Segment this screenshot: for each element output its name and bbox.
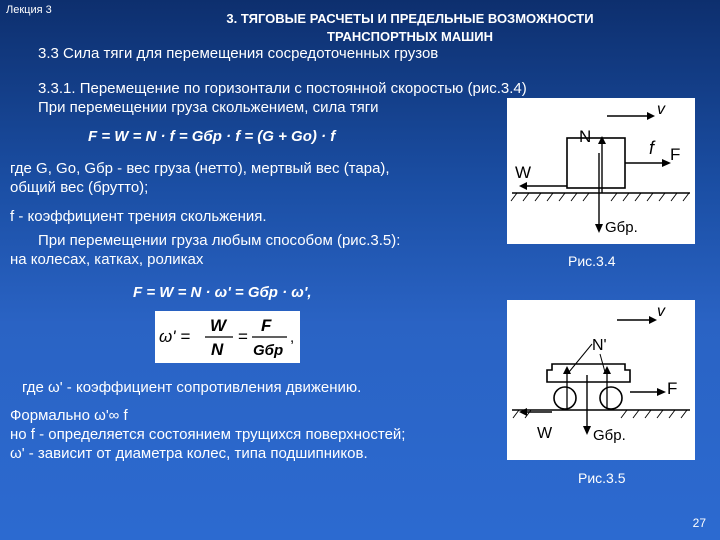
formula-omega-image [155, 311, 300, 363]
slide-title [150, 10, 670, 46]
formula-frac1-num: W [210, 316, 227, 335]
fig35-label-n: N' [592, 337, 607, 354]
formula-lhs: ω' = [159, 327, 191, 346]
fig35-normal-left-head [563, 366, 571, 374]
paragraph-4: f - коэффициент трения скольжения. [10, 208, 267, 225]
formula-resistance: F = W = N · ω' = Gбр · ω', [133, 284, 312, 301]
fig35-label-w: W [537, 425, 553, 442]
velocity-arrow-head [647, 112, 655, 120]
formula-comma: , [290, 329, 295, 346]
title-line-1: 3. ТЯГОВЫЕ РАСЧЕТЫ И ПРЕДЕЛЬНЫЕ ВОЗМОЖНОСТИ [226, 11, 594, 26]
fig35-leader-right [600, 354, 605, 372]
figure-3-4-drawing [507, 98, 695, 244]
fig34-label-v: v [657, 101, 665, 118]
fig35-label-f: F [667, 379, 678, 398]
fig34-label-w: W [515, 163, 532, 182]
page-number: 27 [692, 516, 706, 530]
formula-frac2-num: F [261, 316, 272, 335]
fig35-resistance-head [519, 408, 527, 416]
paragraph-3b: общий вес (брутто); [10, 179, 149, 196]
fig35-label-v: v [657, 303, 665, 320]
figure-3-4-caption: Рис.3.4 [568, 253, 616, 269]
title-line-2: ТРАНСПОРТНЫХ МАШИН [327, 29, 493, 44]
paragraph-9: ω' - зависит от диаметра колес, типа подшипников. [10, 445, 368, 462]
cart-body [547, 364, 630, 382]
normal-force-head [598, 136, 606, 144]
figure-3-5-caption: Рис.3.5 [578, 470, 626, 486]
gravity-head [595, 224, 603, 233]
paragraph-1: 3.3.1. Перемещение по горизонтали с постоянной скоростью (рис.3.4) [38, 80, 527, 97]
fig35-velocity-head [649, 316, 657, 324]
formula-frac2-den: Gбр [253, 342, 284, 359]
resistance-head [519, 182, 527, 190]
paragraph-8: но f - определяется состоянием трущихся поверхностей; [10, 426, 406, 443]
fig35-pull-head [657, 388, 666, 396]
figure-3-4 [507, 98, 695, 244]
ground-hatching [511, 193, 689, 201]
figure-3-5-drawing [507, 300, 695, 460]
paragraph-7: Формально ω'∞ f [10, 407, 128, 424]
fig34-label-f-force: F [670, 145, 681, 164]
wheel-left [554, 387, 576, 409]
paragraph-6: где ω' - коэффициент сопротивления движению. [22, 379, 362, 396]
fig35-leader-left [569, 344, 592, 372]
paragraph-5b: на колесах, катках, роликах [10, 251, 204, 268]
fig34-label-f: f [649, 138, 655, 158]
fig35-label-g: Gбр. [593, 427, 626, 444]
fig35-gravity-head [583, 426, 591, 435]
paragraph-3a: где G, Gо, Gбр - вес груза (нетто), мертвый вес (тара), [10, 160, 390, 177]
wheel-right [600, 387, 622, 409]
fig34-label-g: Gбр. [605, 219, 638, 236]
lecture-label: Лекция 3 [6, 4, 52, 16]
paragraph-5a: При перемещении груза любым способом (рис.3.5): [38, 232, 401, 249]
formula-omega-svg [155, 311, 300, 363]
formula-friction: F = W = N · f = Gбр · f = (G + Gо) · f [88, 128, 336, 145]
formula-equals: = [238, 327, 248, 346]
section-subtitle: 3.3 Сила тяги для перемещения сосредоточенных грузов [38, 45, 439, 62]
paragraph-2: При перемещении груза скольжением, сила тяги [38, 99, 379, 116]
cargo-block [567, 138, 625, 188]
formula-frac1-den: N [211, 340, 224, 359]
fig34-label-n: N [579, 127, 592, 146]
figure-3-5 [507, 300, 695, 460]
